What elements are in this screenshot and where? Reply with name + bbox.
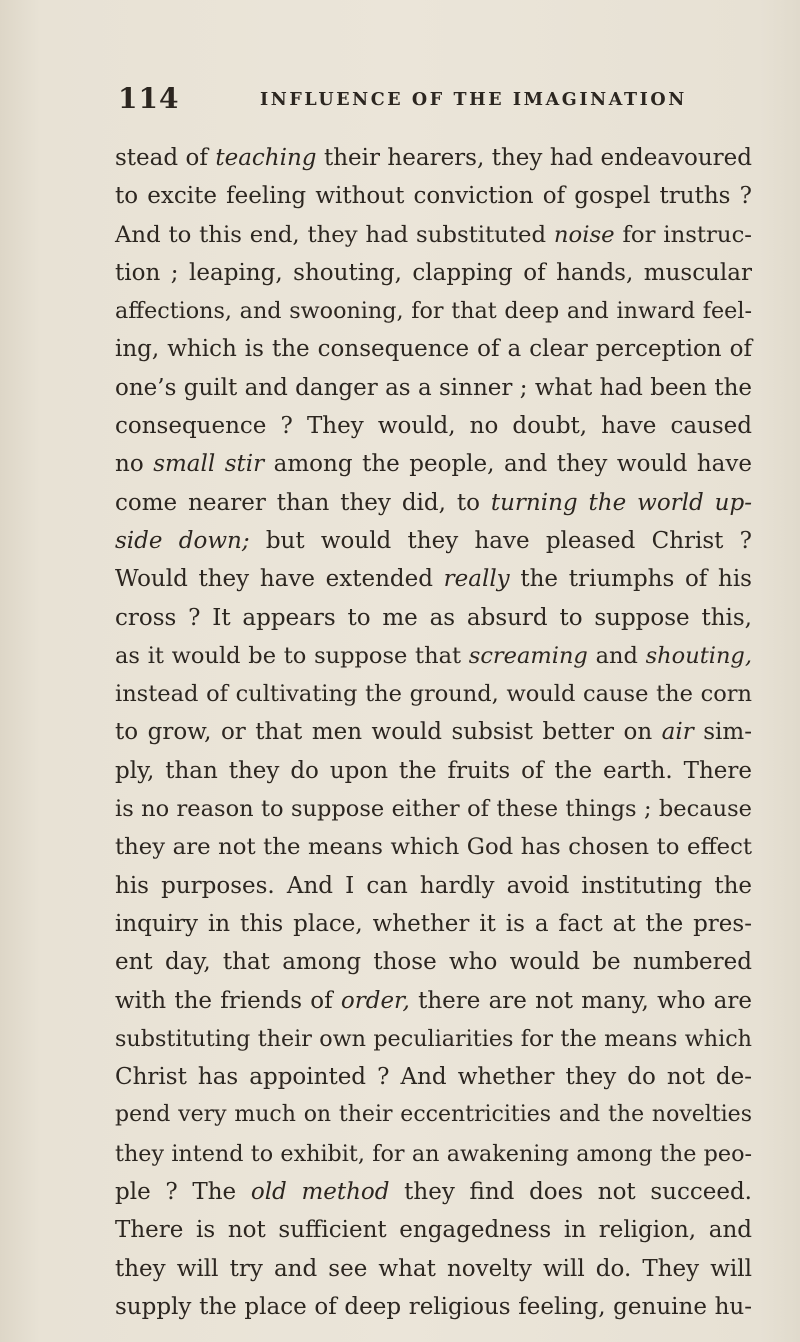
- italic-text: air: [661, 719, 694, 746]
- text-run: their hearers, they had endeavoured: [316, 145, 752, 171]
- text-line: [115, 867, 752, 905]
- text-line: [115, 905, 752, 943]
- italic-text: old method: [250, 1179, 390, 1206]
- text-line: [115, 1211, 752, 1249]
- text-run: there are not many, who are: [409, 987, 752, 1014]
- text-run: consequence ? They would, no doubt, have caused: [115, 413, 752, 440]
- text-run: among the people, and they would have: [264, 451, 752, 478]
- italic-text: side down;: [115, 527, 250, 554]
- text-run: pend very much on their eccentricities and the novelties: [115, 1102, 752, 1128]
- body-text: [115, 139, 752, 1326]
- text-line: [115, 216, 752, 254]
- italic-text: screaming: [468, 642, 588, 669]
- text-run: they will try and see what novelty will do. They will: [115, 1255, 752, 1282]
- text-line: [115, 828, 752, 866]
- text-run: but would they have pleased Christ ?: [249, 527, 753, 554]
- text-line: [115, 943, 752, 981]
- text-run: to excite feeling without conviction of gospel truths ?: [115, 183, 752, 210]
- text-line: [115, 407, 752, 445]
- text-line: [115, 560, 752, 598]
- text-line: [115, 522, 752, 560]
- text-line: [115, 330, 752, 368]
- text-run: ple ? The: [115, 1179, 251, 1206]
- text-line: [115, 637, 752, 675]
- text-run: with the friends of: [115, 987, 341, 1014]
- text-run: ply, than they do upon the fruits of the earth. There: [115, 757, 752, 784]
- text-run: they intend to exhibit, for an awakening among the peo-: [115, 1140, 752, 1167]
- text-run: the triumphs of his: [509, 566, 752, 593]
- text-run: ent day, that among those who would be numbered: [115, 949, 752, 976]
- text-line: [115, 1173, 752, 1211]
- text-line: [115, 1135, 752, 1173]
- text-run: is no reason to suppose either of these things ; because: [115, 796, 752, 823]
- text-line: [115, 1020, 752, 1058]
- text-run: affections, and swooning, for that deep and inward feel-: [115, 298, 752, 325]
- text-run: they find does not succeed.: [389, 1179, 752, 1206]
- italic-text: turning the world up-: [490, 489, 752, 516]
- text-line: [115, 254, 752, 292]
- italic-text: noise: [553, 221, 615, 248]
- text-run: ing, which is the consequence of a clear perception of: [115, 336, 752, 363]
- text-line: [115, 713, 752, 751]
- running-head: INFLUENCE OF THE IMAGINATION: [260, 90, 687, 110]
- text-run: stead of: [115, 145, 216, 171]
- text-run: And to this end, they had substituted: [115, 221, 554, 248]
- text-line: [115, 484, 752, 522]
- text-run: cross ? It appears to me as absurd to suppose this,: [115, 604, 752, 631]
- text-line: [115, 1058, 752, 1096]
- text-line: [115, 139, 752, 177]
- text-run: no: [115, 451, 154, 478]
- text-run: come nearer than they did, to: [115, 489, 491, 516]
- text-line: [115, 790, 752, 828]
- italic-text: really: [443, 566, 510, 593]
- text-run: they are not the means which God has chosen to effect: [115, 834, 752, 861]
- text-line: [115, 1096, 752, 1134]
- text-run: There is not sufficient engagedness in religion, and: [115, 1217, 752, 1244]
- page-number: 114: [118, 82, 180, 115]
- text-line: [115, 675, 752, 713]
- text-line: [115, 752, 752, 790]
- text-line: [115, 982, 752, 1020]
- text-run: substituting their own peculiarities for the means which: [115, 1025, 752, 1052]
- italic-text: small stir: [153, 451, 265, 478]
- italic-text: shouting,: [645, 642, 752, 669]
- text-run: inquiry in this place, whether it is a fact at the pres-: [115, 910, 752, 937]
- text-run: Christ has appointed ? And whether they do not de-: [115, 1064, 752, 1091]
- page-header: [118, 82, 740, 122]
- text-line: [115, 599, 752, 637]
- text-line: [115, 1288, 752, 1326]
- text-line: [115, 369, 752, 407]
- text-run: Would they have extended: [115, 566, 444, 593]
- text-line: [115, 445, 752, 483]
- text-run: and: [587, 642, 646, 669]
- text-run: one’s guilt and danger as a sinner ; what had been the: [115, 374, 752, 401]
- text-run: instead of cultivating the ground, would cause the corn: [115, 681, 752, 708]
- italic-text: order,: [340, 987, 410, 1014]
- text-line: [115, 292, 752, 330]
- text-line: [115, 177, 752, 215]
- text-run: tion ; leaping, shouting, clapping of hands, muscular: [115, 259, 752, 286]
- text-run: as it would be to suppose that: [115, 642, 469, 669]
- italic-text: teaching: [215, 145, 317, 171]
- text-run: for instruc-: [614, 221, 752, 248]
- text-run: sim-: [693, 719, 752, 746]
- text-run: his purposes. And I can hardly avoid instituting the: [115, 872, 752, 899]
- text-run: to grow, or that men would subsist better on: [115, 719, 662, 746]
- text-run: supply the place of deep religious feeling, genuine hu-: [115, 1293, 752, 1320]
- text-line: [115, 1250, 752, 1288]
